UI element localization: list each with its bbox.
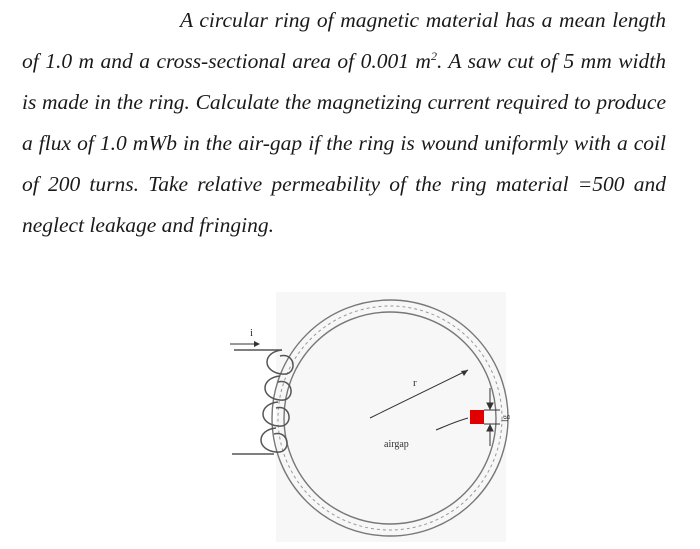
- problem-text-part1: A circular ring of magnetic material has a mean length of 1.0 m and a cross-sectional area of 0.001 m: [22, 8, 666, 73]
- ring-figure: [210, 290, 530, 545]
- gap-label: lg: [500, 414, 510, 422]
- current-label: i: [250, 327, 254, 339]
- radius-label: r: [413, 377, 417, 389]
- area-unit-exponent: 2: [430, 48, 437, 63]
- problem-text-part2: . A saw cut of 5 mm width is made in the ring. Calculate the magnetizing current required to produce a flux of 1.0 mWb in the air-gap if the ring is wound uniformly with a coil of 200 turns. Take relative permeability of the ring material =500 and neglect leakage and fringing.: [22, 49, 666, 237]
- airgap-label: airgap: [384, 439, 409, 450]
- airgap-block: [470, 410, 484, 424]
- problem-statement: [22, 0, 666, 246]
- current-arrow: [230, 341, 260, 347]
- ring-diagram: [210, 290, 530, 545]
